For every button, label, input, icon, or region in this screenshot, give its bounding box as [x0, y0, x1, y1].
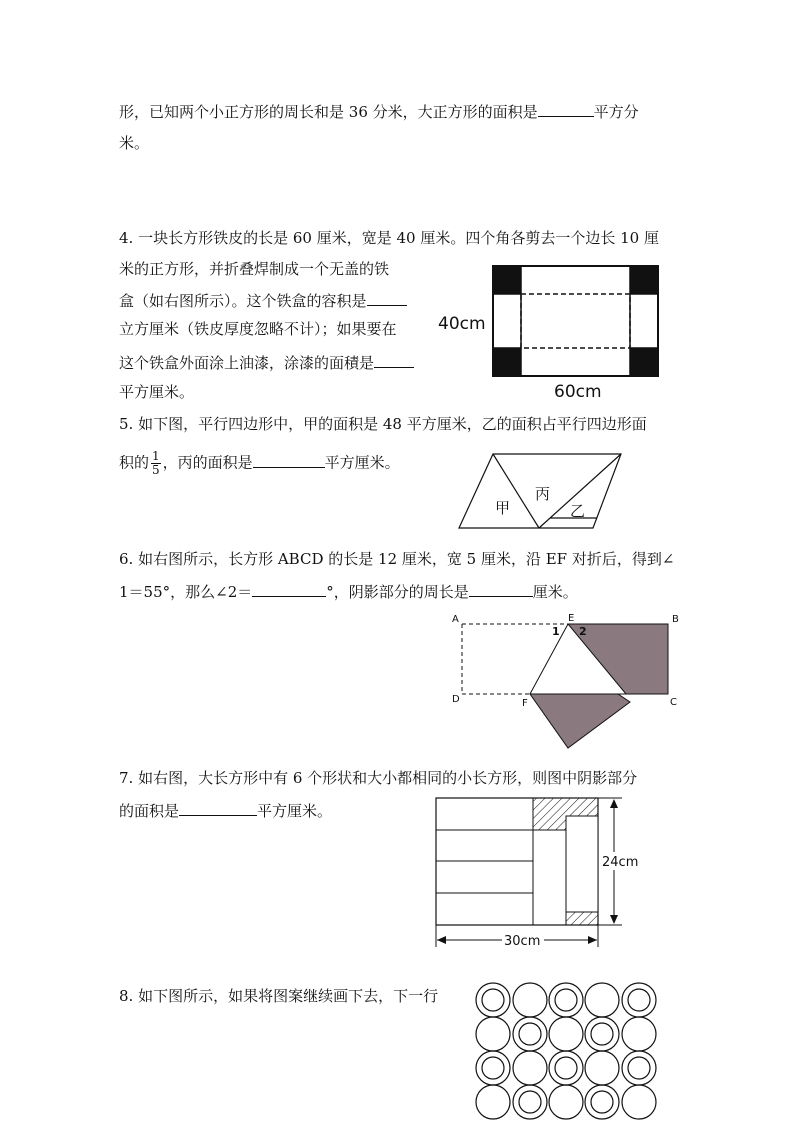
q4-line2: [119, 258, 389, 280]
q6-text-2c: 厘米。: [532, 583, 578, 601]
q4-corner-br: [630, 348, 658, 376]
q5-label-bing: 丙: [535, 485, 551, 503]
q3-answer-blank[interactable]: [538, 100, 594, 117]
q6-angle-blank[interactable]: [252, 580, 326, 597]
q4-text-5: 这个铁盒外面涂上油漆，涂漆的面積是: [119, 354, 375, 372]
q4-width-label: 40cm: [438, 314, 486, 334]
q7-shade-bottom: [566, 912, 598, 925]
q6-label-f: F: [522, 698, 528, 709]
q4-text-3: 盒（如右图所示）。这个铁盒的容积是: [119, 292, 367, 310]
q4-box-figure: [436, 262, 666, 404]
q4-corner-tr: [630, 266, 658, 294]
q7-text-2b: 平方厘米。: [257, 802, 333, 820]
q5-parallelogram-figure: [455, 452, 625, 532]
q7-width-label: 30cm: [504, 934, 541, 949]
q5-fraction: [151, 450, 161, 477]
q6-angle-2-label: 2: [579, 625, 587, 638]
q6-angle-1-label: 1: [552, 625, 560, 638]
q3-text-a: 形，已知两个小正方形的周长和是 36 分米，大正方形的面积是: [119, 103, 538, 121]
q6-text-2a: 1＝55°，那么∠2＝: [119, 583, 253, 601]
q3-text-b: 平方分: [593, 103, 639, 121]
q5-text-2b: ，丙的面积是: [162, 453, 253, 472]
q5-label-yi: 乙: [570, 502, 586, 520]
q8-text-1: 8. 如下图所示，如果将图案继续画下去，下一行: [119, 987, 439, 1005]
q4-corner-bl: [493, 348, 521, 376]
q6-perimeter-blank[interactable]: [469, 580, 533, 597]
q7-line2: [119, 799, 332, 822]
q6-label-a: A: [452, 614, 459, 625]
q6-line2: [119, 580, 578, 603]
q6-text-1: 6. 如右图所示，长方形 ABCD 的长是 12 厘米，宽 5 厘米，沿 EF 对折后，得到∠: [119, 550, 675, 568]
q3-line2: [119, 132, 149, 154]
q4-line6: [119, 381, 194, 403]
q4-line4: [119, 318, 397, 340]
q4-line1: [119, 227, 659, 249]
q7-text-2a: 的面积是: [119, 802, 180, 820]
q5-answer-blank[interactable]: [253, 451, 325, 468]
q4-line5: [119, 351, 414, 374]
q6-line1: [119, 548, 674, 570]
q7-answer-blank[interactable]: [179, 799, 257, 816]
q4-text-1: 4. 一块长方形铁皮的长是 60 厘米，宽是 40 厘米。四个角各剪去一个边长 10 厘: [119, 229, 659, 247]
q7-line1: [119, 767, 637, 789]
q6-fold-figure: [448, 610, 688, 752]
q6-label-e: E: [568, 613, 575, 624]
q7-text-1: 7. 如右图，大长方形中有 6 个形状和大小都相同的小长方形，则图中阴影部分: [119, 769, 638, 787]
q5-text-1: 5. 如下图，平行四边形中，甲的面积是 48 平方厘米，乙的面积占平行四边形面: [119, 415, 647, 433]
q5-frac-den: 5: [152, 463, 160, 477]
q4-length-label: 60cm: [554, 382, 602, 402]
q4-text-2: 米的正方形，并折叠焊制成一个无盖的铁: [119, 260, 390, 278]
q4-line3: [119, 289, 407, 312]
q5-line2: [119, 450, 400, 477]
q5-text-2a: 积的: [119, 453, 150, 472]
q4-text-6: 平方厘米。: [119, 383, 195, 401]
q6-text-2b: °，阴影部分的周长是: [326, 583, 469, 601]
q6-label-d: D: [452, 694, 460, 705]
q5-frac-num: 1: [152, 449, 160, 463]
q4-volume-blank[interactable]: [367, 289, 407, 306]
q7-height-label: 24cm: [602, 855, 639, 870]
q5-label-jia: 甲: [495, 499, 511, 517]
q7-vertical-small-rect: [566, 816, 598, 912]
q6-shade-lower: [530, 694, 630, 748]
q6-label-b: B: [672, 614, 679, 625]
q4-paint-blank[interactable]: [374, 351, 414, 368]
q3-text-c: 米。: [119, 134, 150, 152]
q8-line1: [119, 985, 438, 1007]
q8-circle-pattern: [470, 978, 665, 1123]
q5-line1: [119, 413, 647, 435]
q6-label-c: C: [670, 697, 677, 708]
q7-rectangle-figure: [432, 792, 652, 952]
q3-line1: [119, 100, 639, 123]
q5-text-2c: 平方厘米。: [324, 453, 400, 472]
q4-corner-tl: [493, 266, 521, 294]
q4-text-4: 立方厘米（铁皮厚度忽略不计）；如果要在: [119, 320, 397, 338]
